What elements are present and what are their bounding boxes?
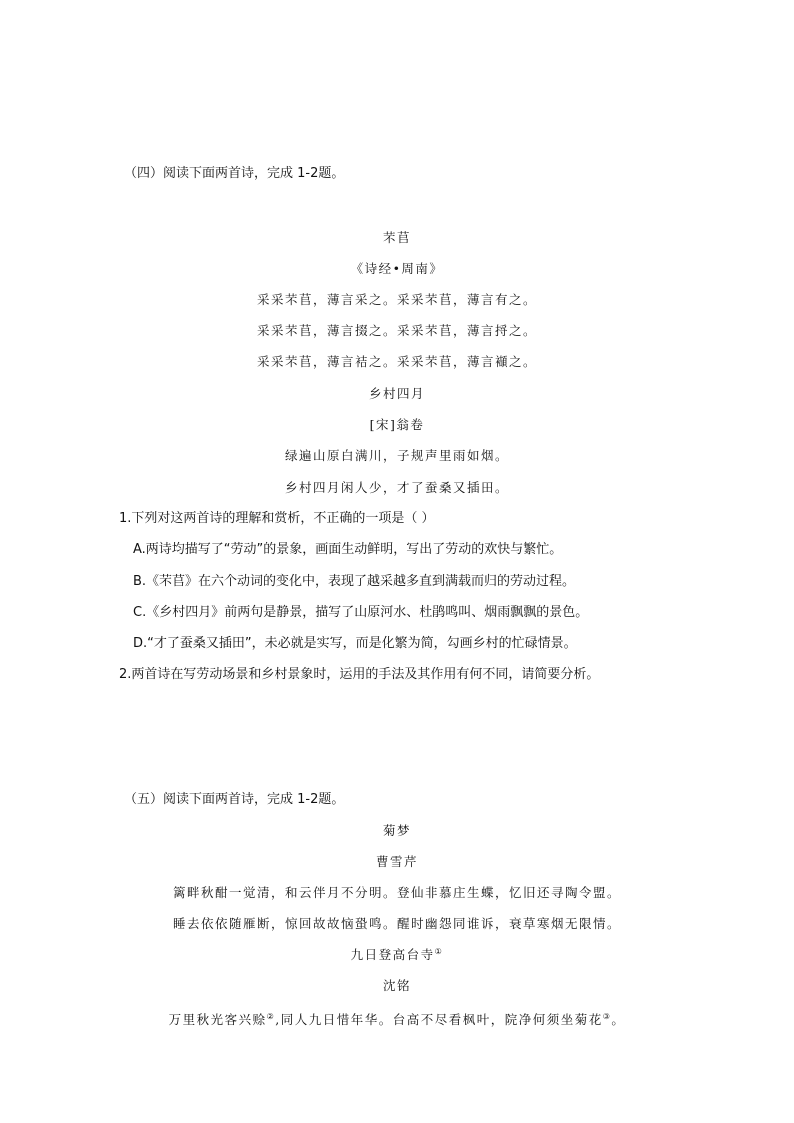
poem-gaotai-title — [0, 946, 794, 964]
question-1-option-c: C.《乡村四月》前两句是静景，描写了山原河水、杜鹃鸣叫、烟雨飘飘的景色。 — [133, 605, 589, 620]
poem-april-title: 乡村四月 — [368, 386, 425, 401]
poem-gaotai-line-1 — [0, 1011, 794, 1029]
question-1-option-d: D.“才了蚕桑又插田”，未必就是实写，而是化繁为简，勾画乡村的忙碌情景。 — [133, 636, 577, 651]
poem-gaotai-title-text: 九日登高台寺 — [350, 947, 435, 962]
poem-gaotai-line-1-part-a: 万里秋光客兴赊 — [168, 1012, 267, 1027]
poem-jumeng-line-2: 睡去依依随雁断，惊回故故恼蛩鸣。醒时幽怨同谁诉，衰草寒烟无限情。 — [172, 916, 621, 931]
poem-fuyi-line-1: 采采芣苢，薄言采之。采采芣苢，薄言有之。 — [256, 292, 537, 307]
poem-april-author: [宋]翁卷 — [369, 417, 425, 432]
poem-fuyi-title: 芣苢 — [382, 230, 411, 245]
poem-jumeng-title: 菊梦 — [382, 823, 411, 838]
poem-gaotai-line-1-part-c: 。 — [611, 1012, 626, 1027]
footnote-mark-1: ① — [434, 946, 444, 956]
question-1-stem: 1.下列对这两首诗的理解和赏析，不正确的一项是（ ） — [119, 511, 435, 526]
poem-fuyi-line-3: 采采芣苢，薄言袺之。采采芣苢，薄言襭之。 — [256, 354, 537, 369]
poem-jumeng-author: 曹雪芹 — [375, 854, 418, 869]
question-1-option-b: B.《芣苢》在六个动词的变化中，表现了越采越多直到满载而归的劳动过程。 — [133, 574, 576, 589]
poem-fuyi-source: 《诗经•周南》 — [350, 261, 444, 276]
poem-fuyi-line-2: 采采芣苢，薄言掇之。采采芣苢，薄言捋之。 — [256, 323, 537, 338]
footnote-mark-3: ③ — [602, 1011, 612, 1021]
question-2: 2.两首诗在写劳动场景和乡村景象时，运用的手法及其作用有何不同，请简要分析。 — [119, 667, 600, 682]
poem-gaotai-author: 沈铭 — [382, 978, 411, 993]
footnote-mark-2: ② — [266, 1011, 276, 1021]
question-1-option-a: A.两诗均描写了“劳动”的景象，画面生动鲜明，写出了劳动的欢快与繁忙。 — [133, 542, 563, 557]
poem-jumeng-line-1: 篱畔秋酣一觉清，和云伴月不分明。登仙非慕庄生蝶，忆旧还寻陶令盟。 — [172, 885, 621, 900]
section-4-header: （四）阅读下面两首诗，完成 1-2题。 — [124, 166, 345, 181]
poem-april-line-2: 乡村四月闲人少，才了蚕桑又插田。 — [284, 480, 509, 495]
poem-april-line-1: 绿遍山原白满川，子规声里雨如烟。 — [284, 448, 509, 463]
section-5-header: （五）阅读下面两首诗，完成 1-2题。 — [124, 792, 345, 807]
poem-gaotai-line-1-part-b: ,同人九日惜年华。台高不尽看枫叶，院净何须坐菊花 — [275, 1012, 603, 1027]
